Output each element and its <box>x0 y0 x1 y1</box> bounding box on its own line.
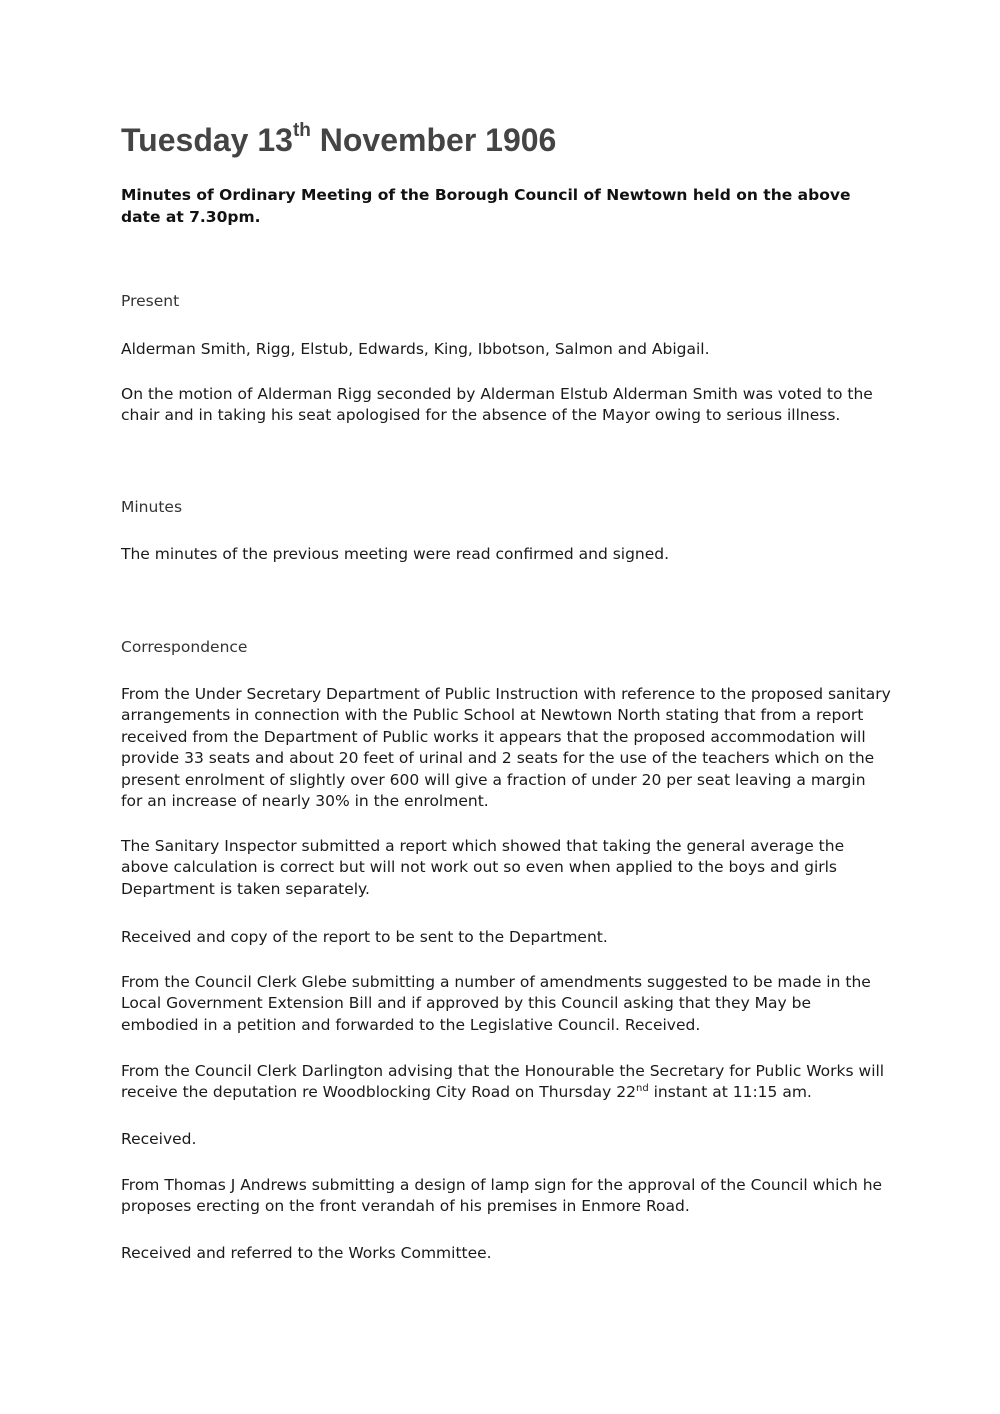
minutes-heading: Minutes <box>121 498 183 516</box>
present-list: Alderman Smith, Rigg, Elstub, Edwards, King, Ibbotson, Salmon and Abigail. <box>121 340 710 358</box>
chair-motion-paragraph: On the motion of Alderman Rigg seconded by Alderman Elstub Alderman Smith was voted to the chair and in taking his seat apologised for the absence of the Mayor owing to serious illness. <box>121 385 873 425</box>
title-date-prefix: Tuesday 13 <box>121 122 293 158</box>
page-title <box>121 118 556 162</box>
correspondence-item-received: Received. <box>121 1130 197 1148</box>
present-heading: Present <box>121 292 180 310</box>
darlington-text-suffix: instant at 11:15 am. <box>648 1083 812 1102</box>
correspondence-item-public-instruction: From the Under Secretary Department of Public Instruction with reference to the proposed sanitary arrangements in connection with the Public School at Newtown North stating that from a report received from the Department of Public works it appears that the proposed accommodation will provide 33 seats and about 20 feet of urinal and 2 seats for the use of the teachers which on the present enrolment of slightly over 600 will give a fraction of under 20 per seat leaving a margin for an increase of nearly 30% in the enrolment. <box>121 685 891 811</box>
correspondence-item-sanitary-inspector: The Sanitary Inspector submitted a report which showed that taking the general average the above calculation is correct but will not work out so even when applied to the boys and girls Department is taken separately. <box>121 837 845 898</box>
darlington-text-prefix: From the Council Clerk Darlington advising that the Honourable the Secretary for Public Works will receive the deputation re Woodblocking City Road on Thursday 22 <box>121 1062 885 1102</box>
correspondence-item-andrews: From Thomas J Andrews submitting a design of lamp sign for the approval of the Council which he proposes erecting on the front verandah of his premises in Enmore Road. <box>121 1176 883 1216</box>
correspondence-item-glebe: From the Council Clerk Glebe submitting a number of amendments suggested to be made in the Local Government Extension Bill and if approved by this Council asking that they May be embodied in a petition and forwarded to the Legislative Council. Received. <box>121 973 871 1034</box>
darlington-ordinal-suffix: nd <box>636 1083 649 1095</box>
correspondence-item-works-committee: Received and referred to the Works Committee. <box>121 1244 492 1262</box>
title-ordinal-suffix: th <box>292 120 311 142</box>
correspondence-heading: Correspondence <box>121 638 248 656</box>
correspondence-item-darlington <box>121 1061 891 1104</box>
minutes-paragraph: The minutes of the previous meeting were read confirmed and signed. <box>121 545 670 563</box>
meeting-subtitle: Minutes of Ordinary Meeting of the Borough Council of Newtown held on the above date at 7.30pm. <box>121 186 851 226</box>
correspondence-item-received-copy: Received and copy of the report to be sent to the Department. <box>121 928 608 946</box>
title-date-suffix: November 1906 <box>310 122 557 158</box>
